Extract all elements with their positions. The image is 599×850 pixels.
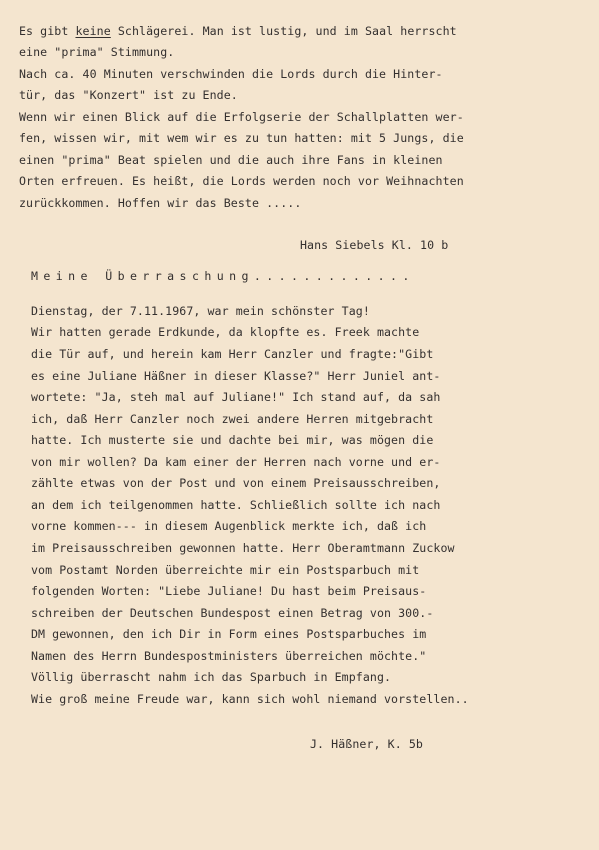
text-segment: Schlägerei. Man ist lustig, und im Saal herrscht: [110, 24, 457, 38]
text-segment: Es gibt: [19, 24, 76, 38]
text-line: Nach ca. 40 Minuten verschwinden die Lords durch die Hinter-: [19, 67, 443, 81]
text-line: zählte etwas von der Post und von einem Preisausschreiben,: [31, 476, 441, 490]
author-signature: Hans Siebels Kl. 10 b: [300, 238, 449, 252]
text-line: Dienstag, der 7.11.1967, war mein schönster Tag!: [31, 304, 370, 318]
text-line: von mir wollen? Da kam einer der Herren nach vorne und er-: [31, 455, 441, 469]
text-line: schreiben der Deutschen Bundespost einen Betrag von 300.-: [31, 606, 434, 620]
text-line: zurückkommen. Hoffen wir das Beste .....: [19, 196, 302, 210]
text-line: fen, wissen wir, mit wem wir es zu tun hatten: mit 5 Jungs, die: [19, 131, 464, 145]
text-line: eine "prima" Stimmung.: [19, 45, 175, 59]
text-line: vom Postamt Norden überreichte mir ein Postsparbuch mit: [31, 563, 420, 577]
text-line: tür, das "Konzert" ist zu Ende.: [19, 88, 238, 102]
text-line: wortete: "Ja, steh mal auf Juliane!" Ich stand auf, da sah: [31, 390, 441, 404]
text-line: vorne kommen--- in diesem Augenblick merkte ich, daß ich: [31, 519, 427, 533]
text-line: [19, 24, 457, 38]
text-line: im Preisausschreiben gewonnen hatte. Herr Oberamtmann Zuckow: [31, 541, 455, 555]
author-signature: J. Häßner, K. 5b: [310, 737, 423, 751]
text-line: Wie groß meine Freude war, kann sich wohl niemand vorstellen..: [31, 692, 469, 706]
text-line: DM gewonnen, den ich Dir in Form eines Postsparbuches im: [31, 627, 427, 641]
text-line: folgenden Worten: "Liebe Juliane! Du hast beim Preisaus-: [31, 584, 427, 598]
text-line: Völlig überrascht nahm ich das Sparbuch in Empfang.: [31, 670, 392, 684]
text-line: hatte. Ich musterte sie und dachte bei mir, was mögen die: [31, 433, 434, 447]
text-line: Wir hatten gerade Erdkunde, da klopfte es. Freek machte: [31, 325, 420, 339]
text-line: Wenn wir einen Blick auf die Erfolgserie der Schallplatten wer-: [19, 110, 464, 124]
text-line: es eine Juliane Häßner in dieser Klasse?" Herr Juniel ant-: [31, 369, 441, 383]
text-line: an dem ich teilgenommen hatte. Schließlich sollte ich nach: [31, 498, 441, 512]
text-line: die Tür auf, und herein kam Herr Canzler und fragte:"Gibt: [31, 347, 434, 361]
text-line: einen "prima" Beat spielen und die auch ihre Fans in kleinen: [19, 153, 443, 167]
text-line: Orten erfreuen. Es heißt, die Lords werden noch vor Weihnachten: [19, 174, 464, 188]
underlined-word: keine: [75, 24, 111, 38]
text-line: Namen des Herrn Bundespostministers überreichen möchte.": [31, 649, 427, 663]
text-line: ich, daß Herr Canzler noch zwei andere Herren mitgebracht: [31, 412, 434, 426]
article-heading: Meine Überraschung.............: [31, 269, 415, 283]
